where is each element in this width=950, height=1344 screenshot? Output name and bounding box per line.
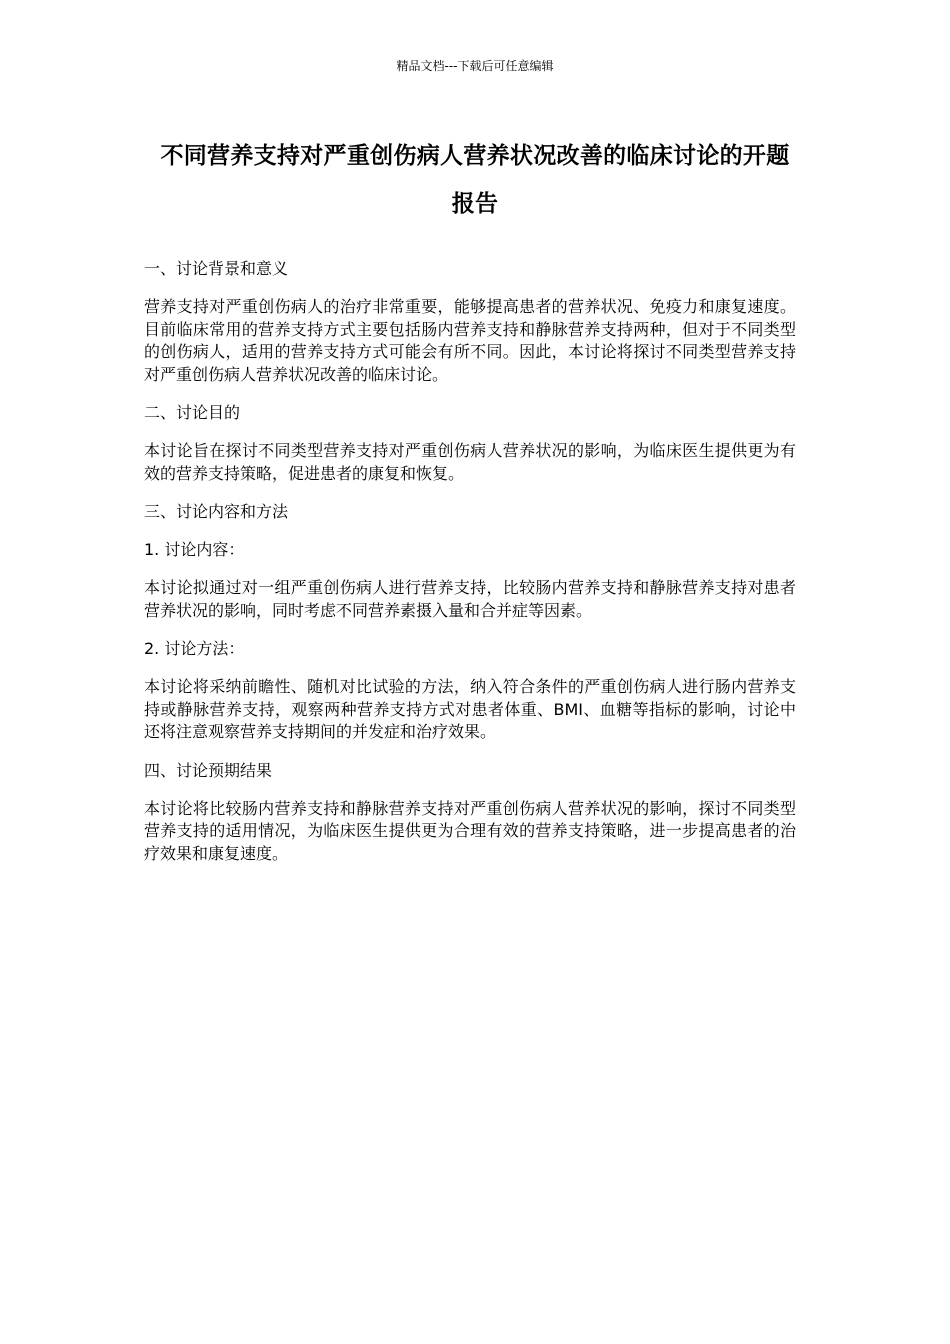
section-heading-purpose: 二、讨论目的 <box>144 403 241 422</box>
section-heading-background: 一、讨论背景和意义 <box>144 259 289 278</box>
subsection-heading-methods: 2. 讨论方法： <box>144 639 245 658</box>
section-paragraph-background: 营养支持对严重创伤病人的治疗非常重要，能够提高患者的营养状况、免疫力和康复速度。目前临床常用的营养支持方式主要包括肠内营养支持和静脉营养支持两种，但对于不同类型的创伤病人，适用的营养支持方式可能会有所不同。因此，本讨论将探讨不同类型营养支持对严重创伤病人营养状况改善的临床讨论。 <box>144 297 796 384</box>
document-body <box>144 258 796 881</box>
subsection-paragraph-content: 本讨论拟通过对一组严重创伤病人进行营养支持，比较肠内营养支持和静脉营养支持对患者营养状况的影响，同时考虑不同营养素摄入量和合并症等因素。 <box>144 578 796 620</box>
section-heading-content-methods: 三、讨论内容和方法 <box>144 502 289 521</box>
subsection-paragraph-methods: 本讨论将采纳前瞻性、随机对比试验的方法，纳入符合条件的严重创伤病人进行肠内营养支持或静脉营养支持，观察两种营养支持方式对患者体重、BMI、血糖等指标的影响，讨论中还将注意观察营养支持期间的并发症和治疗效果。 <box>144 677 796 741</box>
header-note: 精品文档---下载后可任意编辑 <box>396 59 554 73</box>
section-heading-expected-results: 四、讨论预期结果 <box>144 760 273 780</box>
section-paragraph-purpose: 本讨论旨在探讨不同类型营养支持对严重创伤病人营养状况的影响，为临床医生提供更为有效的营养支持策略，促进患者的康复和恢复。 <box>144 441 796 483</box>
section-paragraph-expected-results: 本讨论将比较肠内营养支持和静脉营养支持对严重创伤病人营养状况的影响，探讨不同类型营养支持的适用情况，为临床医生提供更为合理有效的营养支持策略，进一步提高患者的治疗效果和康复速度。 <box>144 798 796 863</box>
page-title: 不同营养支持对严重创伤病人营养状况改善的临床讨论的开题报告 <box>160 143 790 217</box>
subsection-heading-content: 1. 讨论内容： <box>144 540 245 559</box>
